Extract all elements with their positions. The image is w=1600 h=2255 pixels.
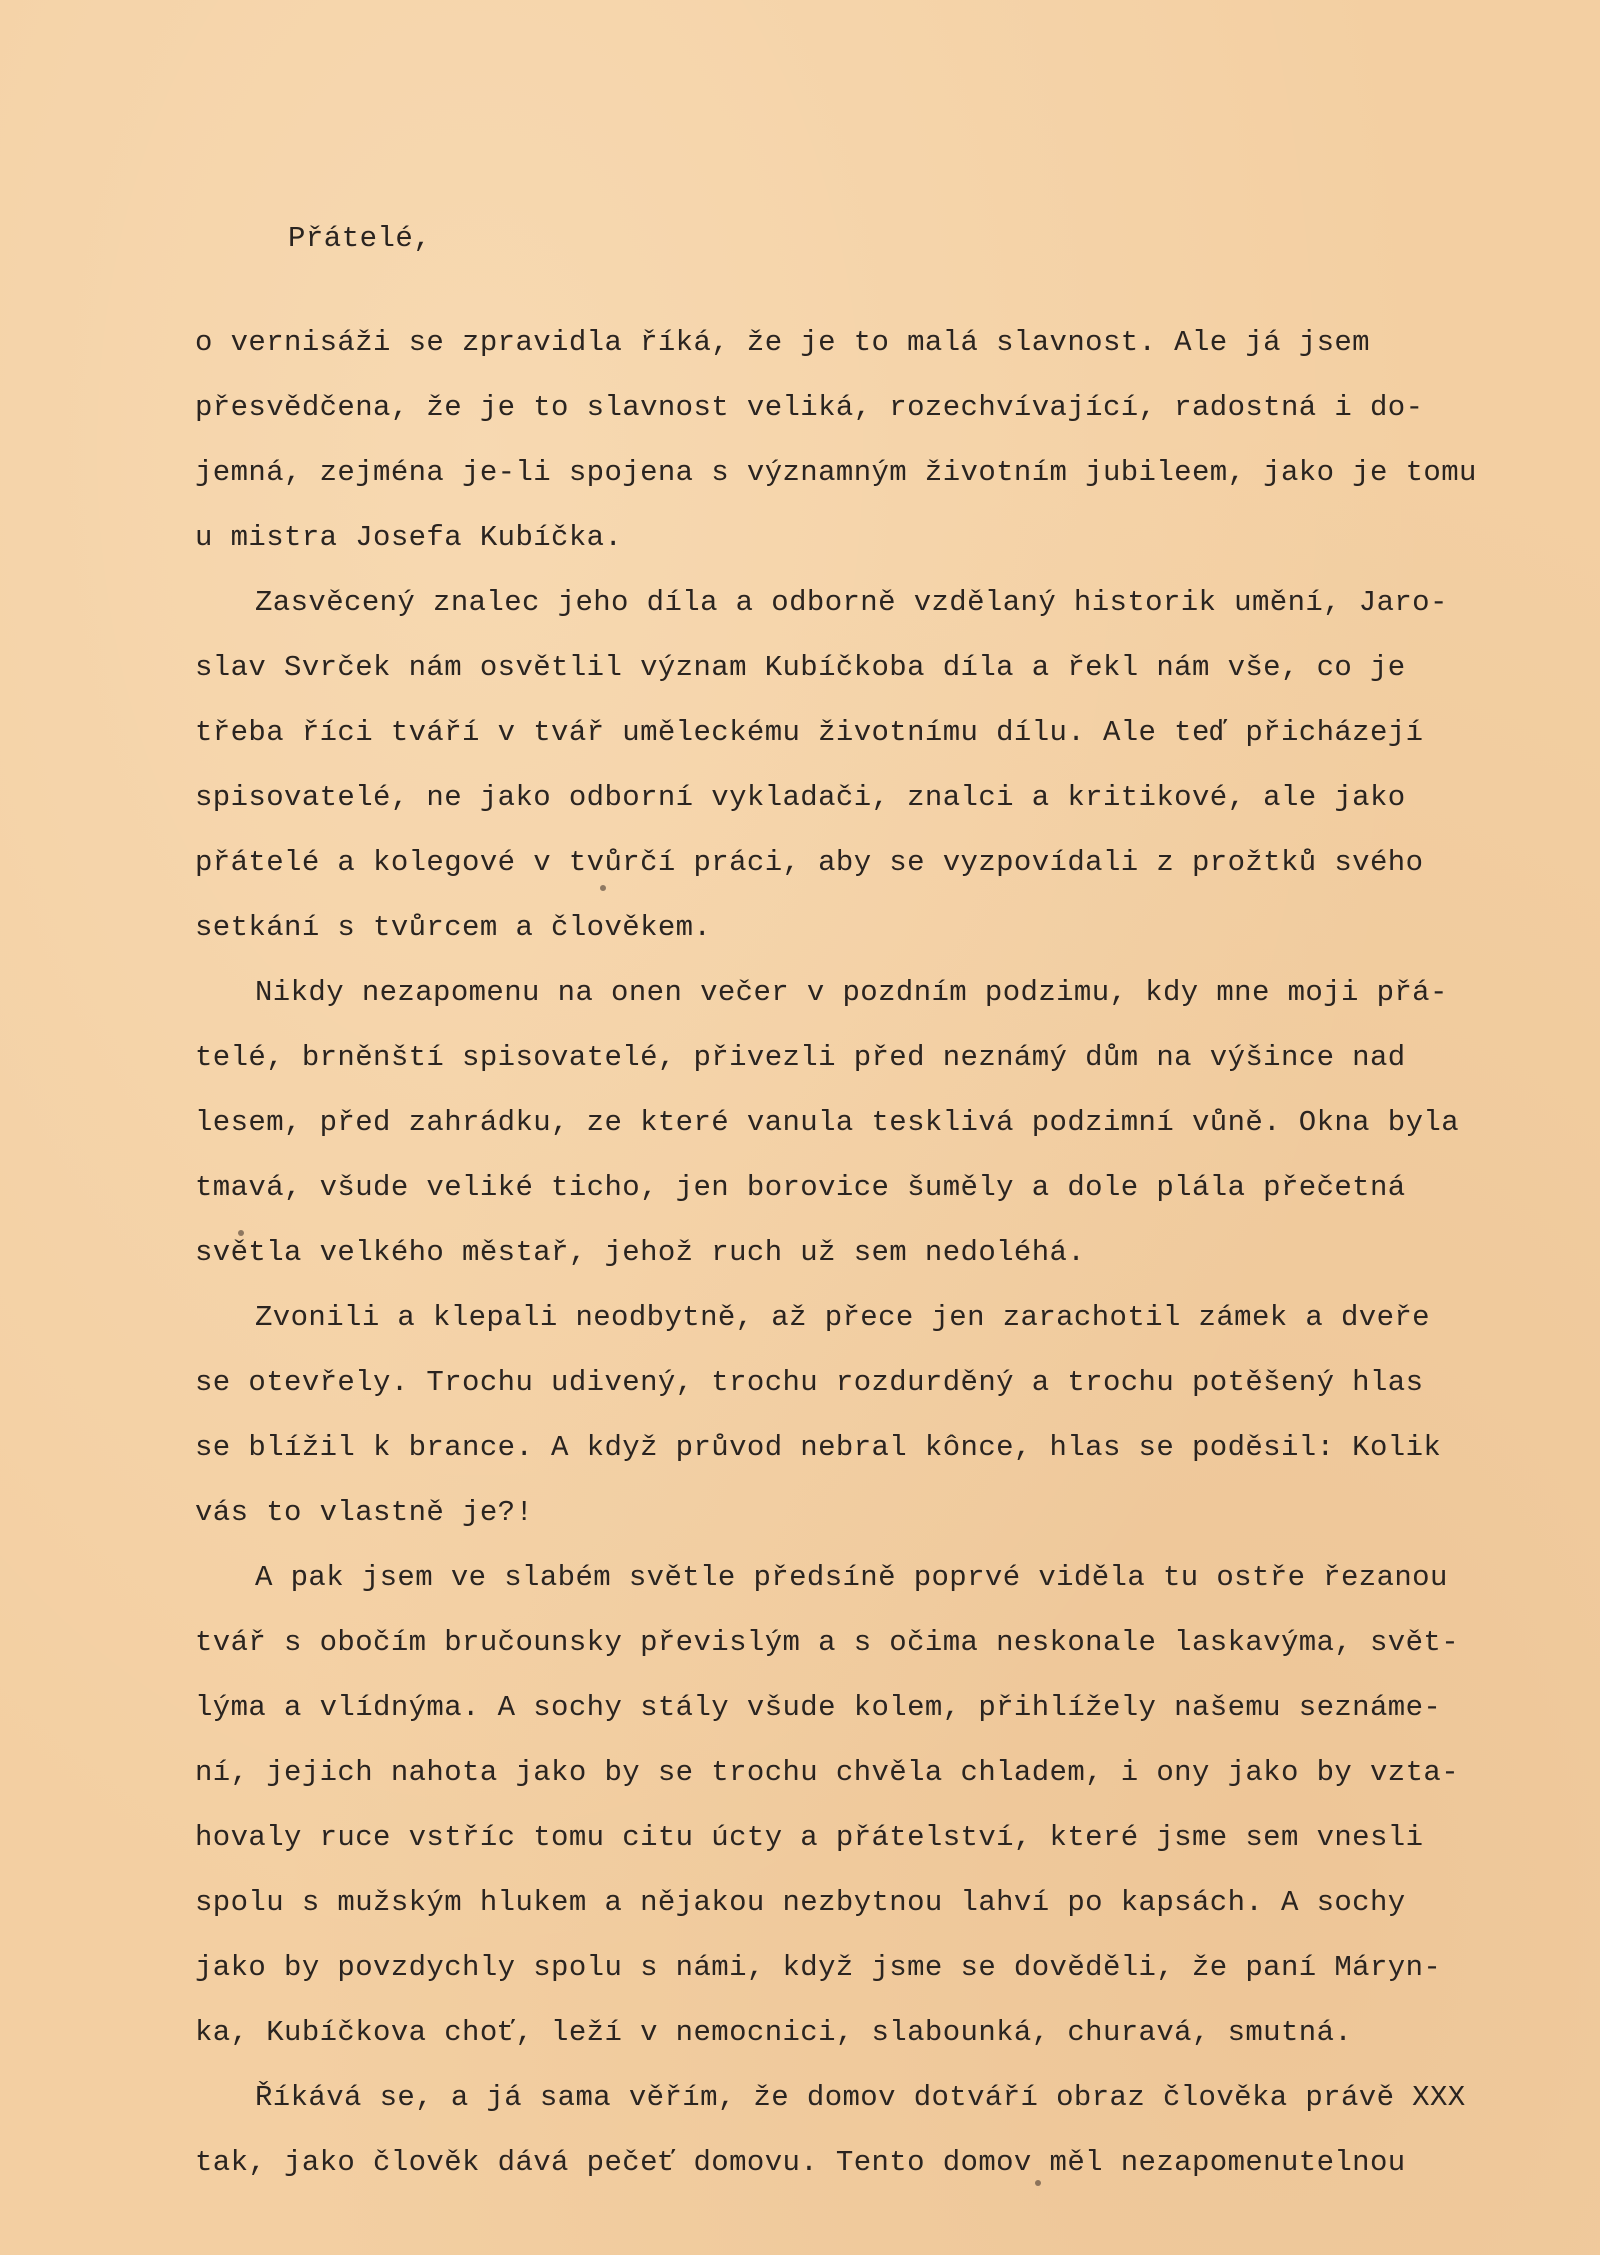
text-line: u mistra Josefa Kubíčka. (195, 521, 623, 554)
text-line: Nikdy nezapomenu na onen večer v pozdním podzimu, kdy mne moji přá- (255, 976, 1448, 1009)
text-line: se otevřely. Trochu udivený, trochu rozdurděný a trochu potěšený hlas (195, 1366, 1424, 1399)
ink-speck (238, 1230, 244, 1236)
text-line: lesem, před zahrádku, ze které vanula tesklivá podzimní vůně. Okna byla (195, 1106, 1460, 1139)
letter-body (195, 310, 1595, 2195)
text-line: telé, brněnští spisovatelé, přivezli před neznámý dům na výšince nad (195, 1041, 1406, 1074)
text-line: hovaly ruce vstříc tomu citu úcty a přátelství, které jsme sem vnesli (195, 1821, 1424, 1854)
text-line: spisovatelé, ne jako odborní vykladači, znalci a kritikové, ale jako (195, 781, 1406, 814)
text-line: tvář s obočím bručounsky převislým a s očima neskonale laskavýma, svět- (195, 1626, 1460, 1659)
text-line: tak, jako člověk dává pečeť domovu. Tento domov měl nezapomenutelnou (195, 2146, 1406, 2179)
text-line: Zvonili a klepali neodbytně, až přece jen zarachotil zámek a dveře (255, 1301, 1430, 1334)
text-line: jemná, zejména je-li spojena s významným životním jubileem, jako je tomu (195, 456, 1477, 489)
salutation: Přátelé, (288, 222, 432, 255)
text-line: Říkává se, a já sama věřím, že domov dotváří obraz člověka právě XXX (255, 2081, 1466, 2114)
text-line: světla velkého městař, jehož ruch už sem nedoléhá. (195, 1236, 1086, 1269)
text-line: se blížil k brance. A když průvod nebral kônce, hlas se poděsil: Kolik (195, 1431, 1442, 1464)
text-line: jako by povzdychly spolu s námi, když jsme se dověděli, že paní Máryn- (195, 1951, 1442, 1984)
text-line: přesvědčena, že je to slavnost veliká, rozechvívající, radostná i do- (195, 391, 1424, 424)
text-line: třeba říci tváří v tvář uměleckému životnímu dílu. Ale teď přicházejí (195, 716, 1424, 749)
text-line: o vernisáži se zpravidla říká, že je to malá slavnost. Ale já jsem (195, 326, 1370, 359)
text-line: Zasvěcený znalec jeho díla a odborně vzdělaný historik umění, Jaro- (255, 586, 1448, 619)
text-line: přátelé a kolegové v tvůrčí práci, aby se vyzpovídali z prožtků svého (195, 846, 1424, 879)
text-line: A pak jsem ve slabém světle předsíně poprvé viděla tu ostře řezanou (255, 1561, 1448, 1594)
text-line: slav Svrček nám osvětlil význam Kubíčkoba díla a řekl nám vše, co je (195, 651, 1406, 684)
text-line: lýma a vlídnýma. A sochy stály všude kolem, přihlížely našemu seznáme- (195, 1691, 1442, 1724)
text-line: spolu s mužským hlukem a nějakou nezbytnou lahví po kapsách. A sochy (195, 1886, 1406, 1919)
text-line: vás to vlastně je?! (195, 1496, 534, 1529)
ink-speck (600, 885, 606, 891)
text-line: tmavá, všude veliké ticho, jen borovice šuměly a dole plála přečetná (195, 1171, 1406, 1204)
text-line: ní, jejich nahota jako by se trochu chvěla chladem, i ony jako by vzta- (195, 1756, 1460, 1789)
text-line: ka, Kubíčkova choť, leží v nemocnici, slabounká, churavá, smutná. (195, 2016, 1353, 2049)
text-line: setkání s tvůrcem a člověkem. (195, 911, 712, 944)
ink-speck (1035, 2180, 1041, 2186)
